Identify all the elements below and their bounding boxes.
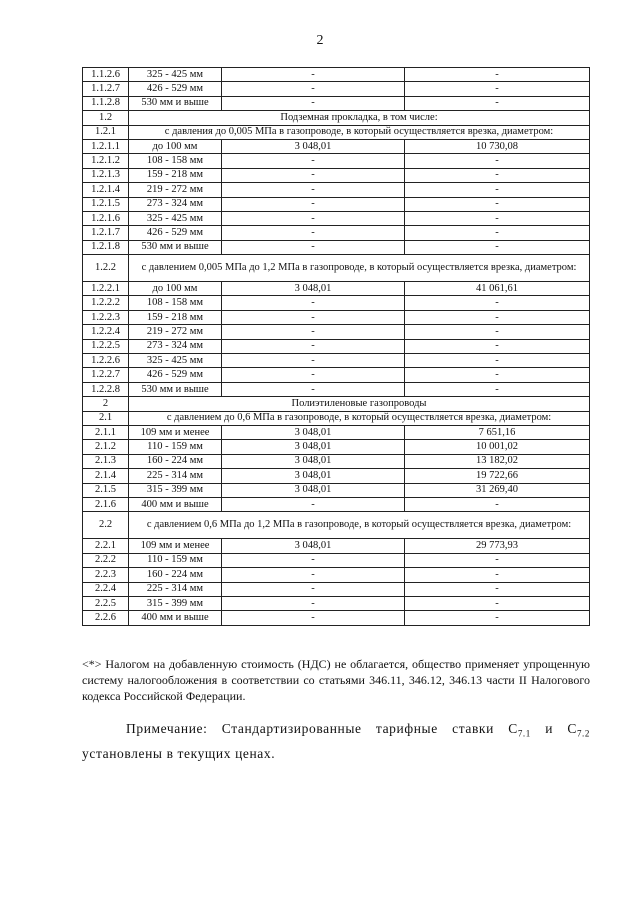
table-row <box>83 339 590 353</box>
row-rate-2: 31 269,40 <box>405 483 590 497</box>
table-row <box>83 154 590 168</box>
note-sub-2: 7.2 <box>576 728 590 739</box>
table-row <box>83 368 590 382</box>
row-rate-1: - <box>222 197 405 211</box>
row-diameter: 273 - 324 мм <box>129 339 222 353</box>
row-diameter: 400 мм и выше <box>129 611 222 625</box>
table-row <box>83 96 590 110</box>
row-code: 1.2.2.1 <box>83 282 129 296</box>
row-rate-1: 3 048,01 <box>222 483 405 497</box>
row-code: 1.2.1.6 <box>83 211 129 225</box>
row-code: 2.1.6 <box>83 497 129 511</box>
row-code: 1.1.2.7 <box>83 82 129 96</box>
row-diameter: 225 - 314 мм <box>129 469 222 483</box>
row-rate-1: - <box>222 96 405 110</box>
row-rate-1: - <box>222 168 405 182</box>
row-rate-1: - <box>222 582 405 596</box>
tariff-table-body <box>83 68 590 626</box>
table-row <box>83 454 590 468</box>
row-rate-1: 3 048,01 <box>222 139 405 153</box>
note-text-before: Примечание: Стандартизированные тарифные ставки С <box>126 721 518 736</box>
row-code: 1.2.2.5 <box>83 339 129 353</box>
row-code: 2.2.1 <box>83 539 129 553</box>
row-rate-2: - <box>405 68 590 82</box>
row-rate-1: 3 048,01 <box>222 454 405 468</box>
table-row <box>83 596 590 610</box>
row-rate-1: - <box>222 211 405 225</box>
table-row <box>83 497 590 511</box>
row-code: 2.1.5 <box>83 483 129 497</box>
table-row <box>83 168 590 182</box>
row-rate-1: - <box>222 568 405 582</box>
row-code: 2.1.4 <box>83 469 129 483</box>
row-rate-1: - <box>222 596 405 610</box>
row-rate-2: 41 061,61 <box>405 282 590 296</box>
footnote <box>82 656 590 704</box>
row-diameter: 530 мм и выше <box>129 382 222 396</box>
row-diameter: 325 - 425 мм <box>129 354 222 368</box>
row-rate-1: - <box>222 310 405 324</box>
table-row <box>83 197 590 211</box>
table-row <box>83 111 590 125</box>
row-diameter: 160 - 224 мм <box>129 454 222 468</box>
row-rate-2: - <box>405 183 590 197</box>
table-row <box>83 512 590 539</box>
note-text-mid: и С <box>530 721 577 736</box>
section-title: Полиэтиленовые газопроводы <box>129 397 590 411</box>
row-code: 2.2.6 <box>83 611 129 625</box>
footnote-text: <*> Налогом на добавленную стоимость (НДС) не облагается, общество применяет упрощенную систему налогообложения в соответствии со статьями 346.11, 346.12, 346.13 части II Налогового кодекса Российской Федерации. <box>82 657 590 703</box>
row-rate-2: 29 773,93 <box>405 539 590 553</box>
row-rate-1: 3 048,01 <box>222 282 405 296</box>
row-rate-1: - <box>222 354 405 368</box>
row-rate-1: - <box>222 68 405 82</box>
row-diameter: 530 мм и выше <box>129 240 222 254</box>
row-code: 1.2.1.1 <box>83 139 129 153</box>
row-rate-2: 10 730,08 <box>405 139 590 153</box>
section-title: с давлением до 0,6 МПа в газопроводе, в который осуществляется врезка, диаметром: <box>129 411 590 425</box>
row-code: 1.2.2 <box>83 255 129 282</box>
row-rate-2: - <box>405 96 590 110</box>
row-diameter: 530 мм и выше <box>129 96 222 110</box>
row-diameter: 160 - 224 мм <box>129 568 222 582</box>
row-rate-2: - <box>405 596 590 610</box>
table-row <box>83 183 590 197</box>
row-rate-1: 3 048,01 <box>222 539 405 553</box>
row-code: 2.2.5 <box>83 596 129 610</box>
section-title: Подземная прокладка, в том числе: <box>129 111 590 125</box>
row-diameter: 325 - 425 мм <box>129 68 222 82</box>
row-rate-1: - <box>222 226 405 240</box>
row-diameter: 159 - 218 мм <box>129 168 222 182</box>
row-diameter: до 100 мм <box>129 139 222 153</box>
table-row <box>83 553 590 567</box>
row-rate-1: - <box>222 183 405 197</box>
table-row <box>83 226 590 240</box>
row-rate-2: - <box>405 197 590 211</box>
row-code: 2.1.3 <box>83 454 129 468</box>
row-diameter: 225 - 314 мм <box>129 582 222 596</box>
row-code: 1.1.2.8 <box>83 96 129 110</box>
row-rate-2: - <box>405 154 590 168</box>
row-diameter: 219 - 272 мм <box>129 325 222 339</box>
row-diameter: 400 мм и выше <box>129 497 222 511</box>
row-code: 1.2.2.6 <box>83 354 129 368</box>
row-code: 2.2.4 <box>83 582 129 596</box>
row-code: 1.2.1 <box>83 125 129 139</box>
tariff-table <box>82 67 590 626</box>
row-rate-2: - <box>405 325 590 339</box>
table-row <box>83 611 590 625</box>
row-diameter: 426 - 529 мм <box>129 368 222 382</box>
table-row <box>83 539 590 553</box>
row-diameter: 109 мм и менее <box>129 539 222 553</box>
row-code: 1.2.2.7 <box>83 368 129 382</box>
row-rate-2: - <box>405 582 590 596</box>
row-diameter: 315 - 399 мм <box>129 483 222 497</box>
row-rate-2: - <box>405 240 590 254</box>
table-row <box>83 296 590 310</box>
row-rate-2: - <box>405 354 590 368</box>
row-diameter: 108 - 158 мм <box>129 154 222 168</box>
row-rate-2: - <box>405 296 590 310</box>
row-rate-1: - <box>222 497 405 511</box>
row-code: 1.2 <box>83 111 129 125</box>
table-row <box>83 382 590 396</box>
row-rate-2: - <box>405 211 590 225</box>
row-rate-2: 7 651,16 <box>405 425 590 439</box>
row-code: 1.2.1.2 <box>83 154 129 168</box>
row-code: 1.1.2.6 <box>83 68 129 82</box>
row-rate-1: - <box>222 368 405 382</box>
row-diameter: 273 - 324 мм <box>129 197 222 211</box>
table-row <box>83 211 590 225</box>
row-code: 1.2.1.5 <box>83 197 129 211</box>
row-diameter: 110 - 159 мм <box>129 440 222 454</box>
row-diameter: 426 - 529 мм <box>129 226 222 240</box>
row-code: 1.2.1.7 <box>83 226 129 240</box>
row-rate-2: - <box>405 497 590 511</box>
row-rate-2: 13 182,02 <box>405 454 590 468</box>
note <box>82 719 590 763</box>
row-diameter: 315 - 399 мм <box>129 596 222 610</box>
row-code: 2.2.3 <box>83 568 129 582</box>
row-code: 2.1.2 <box>83 440 129 454</box>
row-code: 2.2 <box>83 512 129 539</box>
section-title: с давлением 0,005 МПа до 1,2 МПа в газопроводе, в который осуществляется врезка, диаметром: <box>129 255 590 282</box>
row-diameter: 110 - 159 мм <box>129 553 222 567</box>
table-row <box>83 255 590 282</box>
row-rate-1: - <box>222 154 405 168</box>
row-code: 1.2.2.3 <box>83 310 129 324</box>
row-rate-2: - <box>405 168 590 182</box>
note-text-after: установлены в текущих ценах. <box>82 745 276 761</box>
table-row <box>83 469 590 483</box>
row-rate-1: 3 048,01 <box>222 469 405 483</box>
row-rate-1: 3 048,01 <box>222 425 405 439</box>
table-row <box>83 411 590 425</box>
row-rate-2: - <box>405 310 590 324</box>
row-rate-1: - <box>222 325 405 339</box>
table-row <box>83 82 590 96</box>
section-title: с давлением 0,6 МПа до 1,2 МПа в газопроводе, в который осуществляется врезка, диаметром: <box>129 512 590 539</box>
row-diameter: 109 мм и менее <box>129 425 222 439</box>
row-diameter: 426 - 529 мм <box>129 82 222 96</box>
table-row <box>83 440 590 454</box>
table-row <box>83 483 590 497</box>
row-diameter: 219 - 272 мм <box>129 183 222 197</box>
row-diameter: 325 - 425 мм <box>129 211 222 225</box>
row-code: 1.2.2.8 <box>83 382 129 396</box>
table-row <box>83 139 590 153</box>
table-row <box>83 568 590 582</box>
table-row <box>83 582 590 596</box>
row-rate-2: - <box>405 82 590 96</box>
row-rate-1: - <box>222 339 405 353</box>
row-rate-2: - <box>405 368 590 382</box>
row-diameter: 159 - 218 мм <box>129 310 222 324</box>
row-code: 1.2.1.3 <box>83 168 129 182</box>
row-rate-2: - <box>405 339 590 353</box>
row-code: 1.2.1.8 <box>83 240 129 254</box>
row-diameter: 108 - 158 мм <box>129 296 222 310</box>
row-code: 1.2.2.2 <box>83 296 129 310</box>
table-row <box>83 397 590 411</box>
table-row <box>83 68 590 82</box>
row-rate-2: - <box>405 568 590 582</box>
row-code: 2.2.2 <box>83 553 129 567</box>
row-diameter: до 100 мм <box>129 282 222 296</box>
row-code: 1.2.2.4 <box>83 325 129 339</box>
row-rate-1: - <box>222 382 405 396</box>
row-rate-2: 19 722,66 <box>405 469 590 483</box>
table-row <box>83 282 590 296</box>
row-rate-1: 3 048,01 <box>222 440 405 454</box>
row-rate-2: 10 001,02 <box>405 440 590 454</box>
row-code: 2.1 <box>83 411 129 425</box>
row-rate-2: - <box>405 611 590 625</box>
row-rate-1: - <box>222 611 405 625</box>
row-code: 1.2.1.4 <box>83 183 129 197</box>
row-rate-1: - <box>222 82 405 96</box>
table-row <box>83 425 590 439</box>
row-rate-1: - <box>222 296 405 310</box>
row-rate-2: - <box>405 553 590 567</box>
row-code: 2.1.1 <box>83 425 129 439</box>
table-row <box>83 240 590 254</box>
table-row <box>83 325 590 339</box>
row-rate-2: - <box>405 226 590 240</box>
note-sub-1: 7.1 <box>517 728 531 739</box>
table-row <box>83 310 590 324</box>
table-row <box>83 125 590 139</box>
row-rate-2: - <box>405 382 590 396</box>
page-number: 2 <box>316 33 324 48</box>
row-code: 2 <box>83 397 129 411</box>
row-rate-1: - <box>222 553 405 567</box>
row-rate-1: - <box>222 240 405 254</box>
table-row <box>83 354 590 368</box>
section-title: с давления до 0,005 МПа в газопроводе, в который осуществляется врезка, диаметром: <box>129 125 590 139</box>
